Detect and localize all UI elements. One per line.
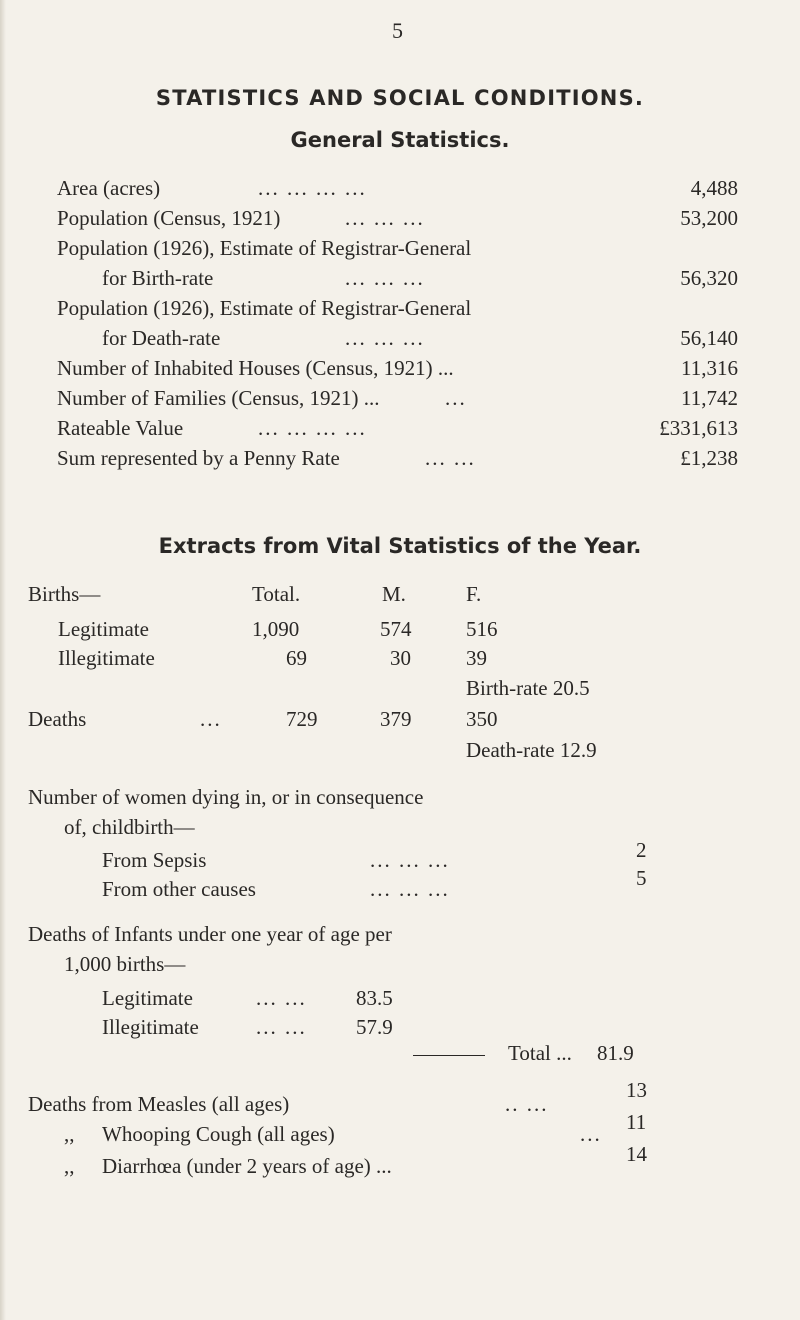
row-leader: ... ... ... [345, 206, 425, 230]
other-causes-leader: ... ... ... [370, 877, 450, 901]
row-label: Deaths [28, 707, 87, 731]
measles-label: Deaths from Measles (all ages) [28, 1092, 290, 1116]
illegitimate-label: Illegitimate [102, 1015, 199, 1039]
row-label: Population (1926), Estimate of Registrar-General [57, 236, 472, 260]
row-label: Rateable Value [57, 416, 184, 440]
diarrhoea-value: 14 [626, 1142, 647, 1166]
row-label: Illegitimate [58, 646, 155, 670]
row-value: £331,613 [659, 416, 738, 440]
legitimate-label: Legitimate [102, 986, 193, 1010]
row-label: Number of Inhabited Houses (Census, 1921) ... [57, 356, 454, 380]
row-value: 56,140 [680, 326, 738, 350]
sepsis-value: 2 [636, 838, 647, 862]
whooping-cough-leader: ... [580, 1122, 602, 1146]
column-header-male: M. [382, 582, 406, 606]
female-value: 350 [466, 707, 498, 731]
row-label: Sum represented by a Penny Rate [57, 446, 340, 470]
measles-leader: .. ... [505, 1092, 549, 1116]
female-value: 516 [466, 617, 498, 641]
column-header-total: Total. [252, 582, 301, 606]
row-value: 4,488 [690, 176, 738, 200]
vital-statistics-heading: Extracts from Vital Statistics of the Year. [158, 534, 642, 558]
row-leader: ... [200, 707, 222, 731]
birth-rate: Birth-rate 20.5 [466, 676, 590, 700]
sepsis-label: From Sepsis [102, 848, 207, 872]
male-value: 30 [390, 646, 411, 670]
row-label: Area (acres) [57, 176, 161, 200]
page-number: 5 [392, 18, 403, 43]
infant-heading-line2: 1,000 births— [64, 952, 186, 976]
page-title: STATISTICS AND SOCIAL CONDITIONS. [155, 86, 645, 110]
illegitimate-leader: ... ... [256, 1015, 307, 1039]
row-leader: ... ... ... ... [258, 416, 367, 440]
row-value: £1,238 [680, 446, 738, 470]
legitimate-value: 83.5 [356, 986, 393, 1010]
death-rate: Death-rate 12.9 [466, 738, 597, 762]
row-leader: ... [445, 386, 467, 410]
row-leader: ... ... [425, 446, 476, 470]
row-value: 53,200 [680, 206, 738, 230]
row-label: Legitimate [58, 617, 149, 641]
row-label-continued: for Death-rate [102, 326, 221, 350]
column-header-female: F. [466, 582, 482, 606]
legitimate-leader: ... ... [256, 986, 307, 1010]
measles-value: 13 [626, 1078, 647, 1102]
row-leader: ... ... ... [345, 266, 425, 290]
illegitimate-value: 57.9 [356, 1015, 393, 1039]
whooping-cough-label: Whooping Cough (all ages) [102, 1122, 335, 1146]
infant-total-label: Total ... [508, 1041, 572, 1065]
row-leader: ... ... ... ... [258, 176, 367, 200]
childbirth-heading-line2: of, childbirth— [64, 815, 195, 839]
ditto-mark: ,, [64, 1122, 75, 1146]
births-label: Births— [28, 582, 101, 606]
other-causes-label: From other causes [102, 877, 256, 901]
row-leader: ... ... ... [345, 326, 425, 350]
infant-heading-line1: Deaths of Infants under one year of age per [28, 922, 392, 946]
row-value: 11,316 [681, 356, 738, 380]
other-causes-value: 5 [636, 866, 647, 890]
male-value: 574 [380, 617, 412, 641]
row-label: Population (Census, 1921) [57, 206, 281, 230]
ditto-mark: ,, [64, 1154, 75, 1178]
page-edge-shadow [0, 0, 6, 1320]
row-value: 56,320 [680, 266, 738, 290]
row-label-continued: for Birth-rate [102, 266, 214, 290]
male-value: 379 [380, 707, 412, 731]
total-value: 69 [286, 646, 307, 670]
diarrhoea-label: Diarrhœa (under 2 years of age) ... [102, 1154, 392, 1178]
row-label: Number of Families (Census, 1921) ... [57, 386, 380, 410]
total-value: 1,090 [252, 617, 300, 641]
childbirth-heading-line1: Number of women dying in, or in consequence [28, 785, 424, 809]
sepsis-leader: ... ... ... [370, 848, 450, 872]
female-value: 39 [466, 646, 487, 670]
whooping-cough-value: 11 [626, 1110, 647, 1134]
row-label: Population (1926), Estimate of Registrar-General [57, 296, 472, 320]
total-value: 729 [286, 707, 318, 731]
general-statistics-heading: General Statistics. [290, 128, 510, 152]
row-value: 11,742 [681, 386, 738, 410]
infant-total-value: 81.9 [597, 1041, 634, 1065]
total-rule [413, 1055, 485, 1056]
